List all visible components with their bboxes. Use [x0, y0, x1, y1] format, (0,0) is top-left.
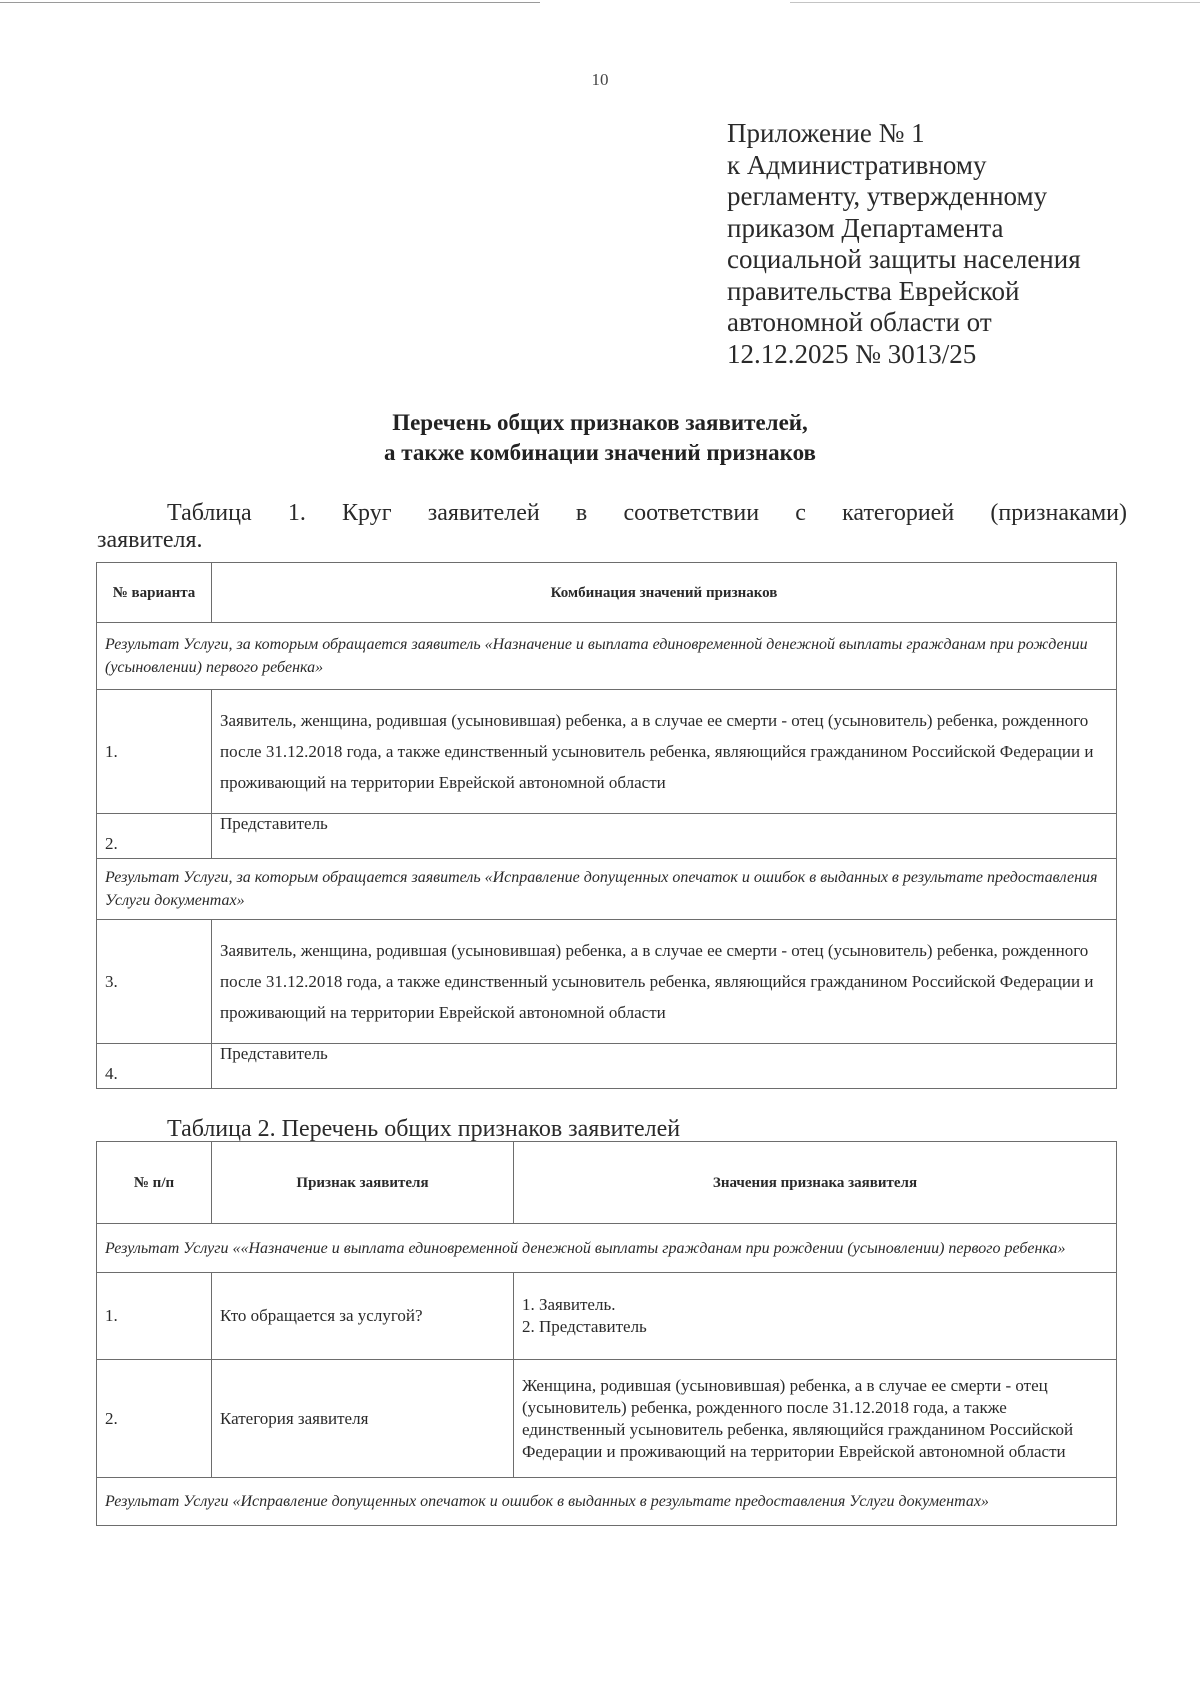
appendix-line: регламенту, утвержденному	[727, 181, 1048, 211]
document-title	[0, 408, 1200, 468]
table2-row-number: 2.	[97, 1360, 212, 1478]
table1-row-text: Представитель	[212, 1044, 1117, 1089]
table2-row	[97, 1273, 1117, 1360]
table1-result-row	[97, 859, 1117, 920]
scan-line-artifact	[0, 2, 540, 3]
table2-row	[97, 1360, 1117, 1478]
table2-header-row	[97, 1142, 1117, 1224]
scan-line-artifact	[790, 2, 1200, 3]
table1-result-text: Результат Услуги, за которым обращается заявитель «Исправление допущенных опечаток и ошибок в выданных в результате предоставления Услуги документах»	[97, 859, 1117, 920]
appendix-line: Приложение № 1	[727, 118, 925, 148]
table1-result-text: Результат Услуги, за которым обращается заявитель «Назначение и выплата единовременной денежной выплаты гражданам при рождении (усыновлении) первого ребенка»	[97, 623, 1117, 690]
table1-row-text: Представитель	[212, 814, 1117, 859]
table2-row-attribute: Категория заявителя	[212, 1360, 514, 1478]
appendix-line: приказом Департамента	[727, 212, 1004, 243]
table1-row-text: Заявитель, женщина, родившая (усыновившая) ребенка, а в случае ее смерти - отец (усыновитель) ребенка, рожденного после 31.12.2018 года, а также единственный усыновитель ребенка, являющийся гражданином Российской Федерации и проживающий на территории Еврейской автономной области	[212, 920, 1117, 1044]
document-title-line-2: а также комбинации значений признаков	[384, 440, 816, 465]
table1-row	[97, 1044, 1117, 1089]
table2-row-values	[514, 1273, 1117, 1360]
table1-row-number: 3.	[97, 920, 212, 1044]
table1-row	[97, 814, 1117, 859]
table2-header-number: № п/п	[97, 1142, 212, 1224]
table2-value-line: 2. Представитель	[522, 1317, 647, 1336]
table2-result-text: Результат Услуги «Исправление допущенных опечаток и ошибок в выданных в результате предоставления Услуги документах»	[97, 1478, 1117, 1526]
table1-row-number: 1.	[97, 690, 212, 814]
table1-caption-line-1: Таблица 1. Круг заявителей в соответствии с категорией (признаками)	[167, 500, 1127, 526]
appendix-line: социальной защиты населения	[727, 244, 1081, 274]
table2-header-attribute: Признак заявителя	[212, 1142, 514, 1224]
table1-row-number: 4.	[97, 1044, 212, 1089]
table1-header-combination: Комбинация значений признаков	[212, 563, 1117, 623]
table1-result-row	[97, 623, 1117, 690]
table1-row	[97, 690, 1117, 814]
table1-header-variant: № варианта	[97, 563, 212, 623]
table2-row-number: 1.	[97, 1273, 212, 1360]
table2-header-values: Значения признака заявителя	[514, 1142, 1117, 1224]
appendix-line: автономной области от	[727, 307, 992, 337]
appendix-block	[727, 118, 1167, 370]
table2-caption: Таблица 2. Перечень общих признаков заявителей	[167, 1116, 681, 1142]
table2	[96, 1141, 1117, 1526]
table1-caption-line-2: заявителя.	[97, 527, 203, 553]
appendix-line: правительства Еврейской	[727, 275, 1020, 306]
table1-row	[97, 920, 1117, 1044]
table1-row-number: 2.	[97, 814, 212, 859]
appendix-line: к Административному	[727, 149, 987, 180]
table2-result-row	[97, 1478, 1117, 1526]
table2-row-values: Женщина, родившая (усыновившая) ребенка, а в случае ее смерти - отец (усыновитель) ребенка, рожденного после 31.12.2018 года, а также единственный усыновитель ребенка, являющийся гражданином Российской Федерации и проживающий на территории Еврейской автономной области	[514, 1360, 1117, 1478]
table2-value-line: 1. Заявитель.	[522, 1295, 616, 1314]
document-title-line-1: Перечень общих признаков заявителей,	[392, 410, 808, 435]
table2-result-text: Результат Услуги ««Назначение и выплата единовременной денежной выплаты гражданам при рождении (усыновлении) первого ребенка»	[97, 1224, 1117, 1273]
table1-row-text: Заявитель, женщина, родившая (усыновившая) ребенка, а в случае ее смерти - отец (усыновитель) ребенка, рожденного после 31.12.2018 года, а также единственный усыновитель ребенка, являющийся гражданином Российской Федерации и проживающий на территории Еврейской автономной области	[212, 690, 1117, 814]
table1-header-row	[97, 563, 1117, 623]
page-number: 10	[591, 70, 609, 89]
table2-result-row	[97, 1224, 1117, 1273]
table1	[96, 562, 1117, 1089]
table2-row-attribute: Кто обращается за услугой?	[212, 1273, 514, 1360]
appendix-line: 12.12.2025 № 3013/25	[727, 338, 977, 369]
